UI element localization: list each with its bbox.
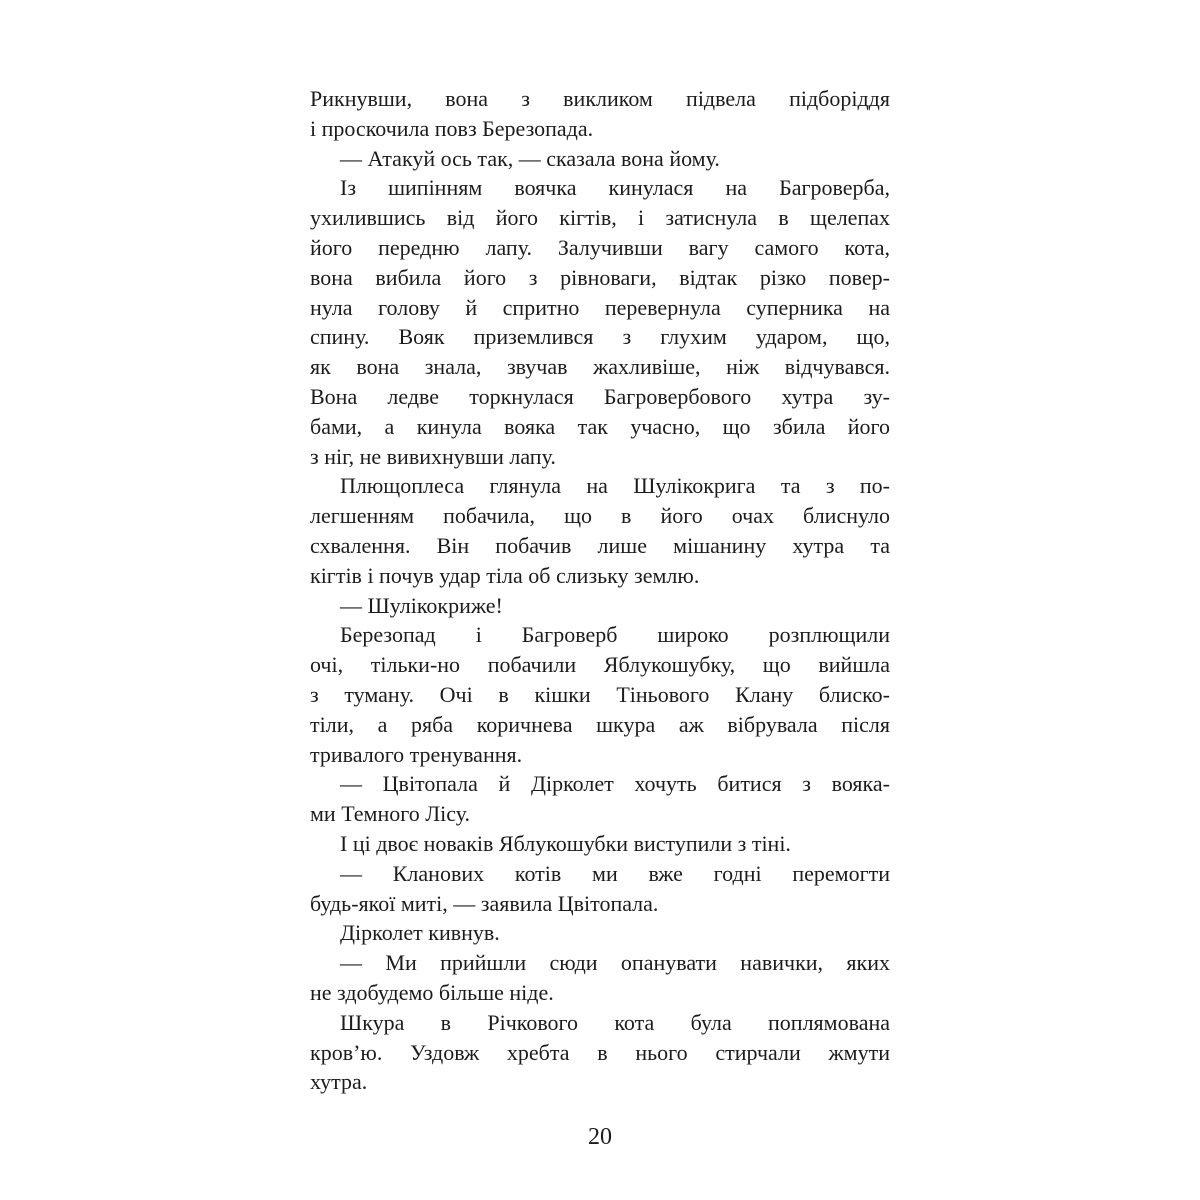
text-line: очі, тільки-но побачили Яблукошубку, що вийшла [310,652,890,678]
text-line: не здобудемо більше ніде. [310,979,554,1005]
text-line: Вона ледве торкнулася Багровербового хутра зу- [310,383,890,409]
text-line: легшенням побачила, що в його очах блиснуло [310,503,890,529]
text-line: — Атакуй ось так, — сказала вона йому. [340,145,720,171]
text-line: бами, а кинула вояка так учасно, що збила його [310,413,890,439]
text-line: з ніг, не вивихнувши лапу. [310,443,556,469]
text-line: Рикнувши, вона з викликом підвела підборіддя [310,86,890,111]
text-line: з туману. Очі в кішки Тіньового Клану блиско- [310,681,890,707]
text-line: Плющоплеса глянула на Шулікокрига та з по- [340,473,890,499]
text-line: кігтів і почув удар тіла об слизьку землю. [310,562,700,588]
text-line: — Ми прийшли сюди опанувати навички, яких [340,950,890,976]
text-line: Шкура в Річкового кота була поплямована [340,1009,890,1035]
text-line: Дірколет кивнув. [340,920,500,946]
text-line: спину. Вояк приземлився з глухим ударом, що, [310,324,890,350]
text-line: будь-якої миті, — заявила Цвітопала. [310,890,659,916]
text-line: — Шулікокриже! [340,592,503,618]
text-line: Березопад і Багроверб широко розплющили [340,622,890,648]
body-text [310,84,890,1097]
text-line: — Цвітопала й Дірколет хочуть битися з вояка- [340,771,890,797]
text-line: схвалення. Він побачив лише мішанину хутра та [310,532,890,558]
text-line: Із шипінням воячка кинулася на Багроверба, [340,175,890,201]
text-line: і проскочила повз Березопада. [310,115,594,141]
text-line: тіли, а ряба коричнева шкура аж вібрувала після [310,711,890,737]
text-line: І ці двоє новаків Яблукошубки виступили з тіні. [340,830,791,856]
text-line: хутра. [310,1069,368,1095]
text-line: кров’ю. Уздовж хребта в нього стирчали жмути [310,1039,890,1065]
page-number: 20 [588,1124,612,1150]
text-line: тривалого тренування. [310,741,523,767]
text-line: нула голову й спритно перевернула суперника на [310,294,890,320]
text-line: як вона знала, звучав жахливіше, ніж відчувався. [310,354,890,380]
text-line: — Кланових котів ми вже годні перемогти [340,860,890,886]
text-line: ми Темного Лісу. [310,801,471,827]
text-line: ухилившись від його кігтів, і затиснула в щелепах [310,205,890,231]
text-line: вона вибила його з рівноваги, відтак різко повер- [310,264,890,290]
text-line: його передню лапу. Залучивши вагу самого кота, [310,234,890,260]
